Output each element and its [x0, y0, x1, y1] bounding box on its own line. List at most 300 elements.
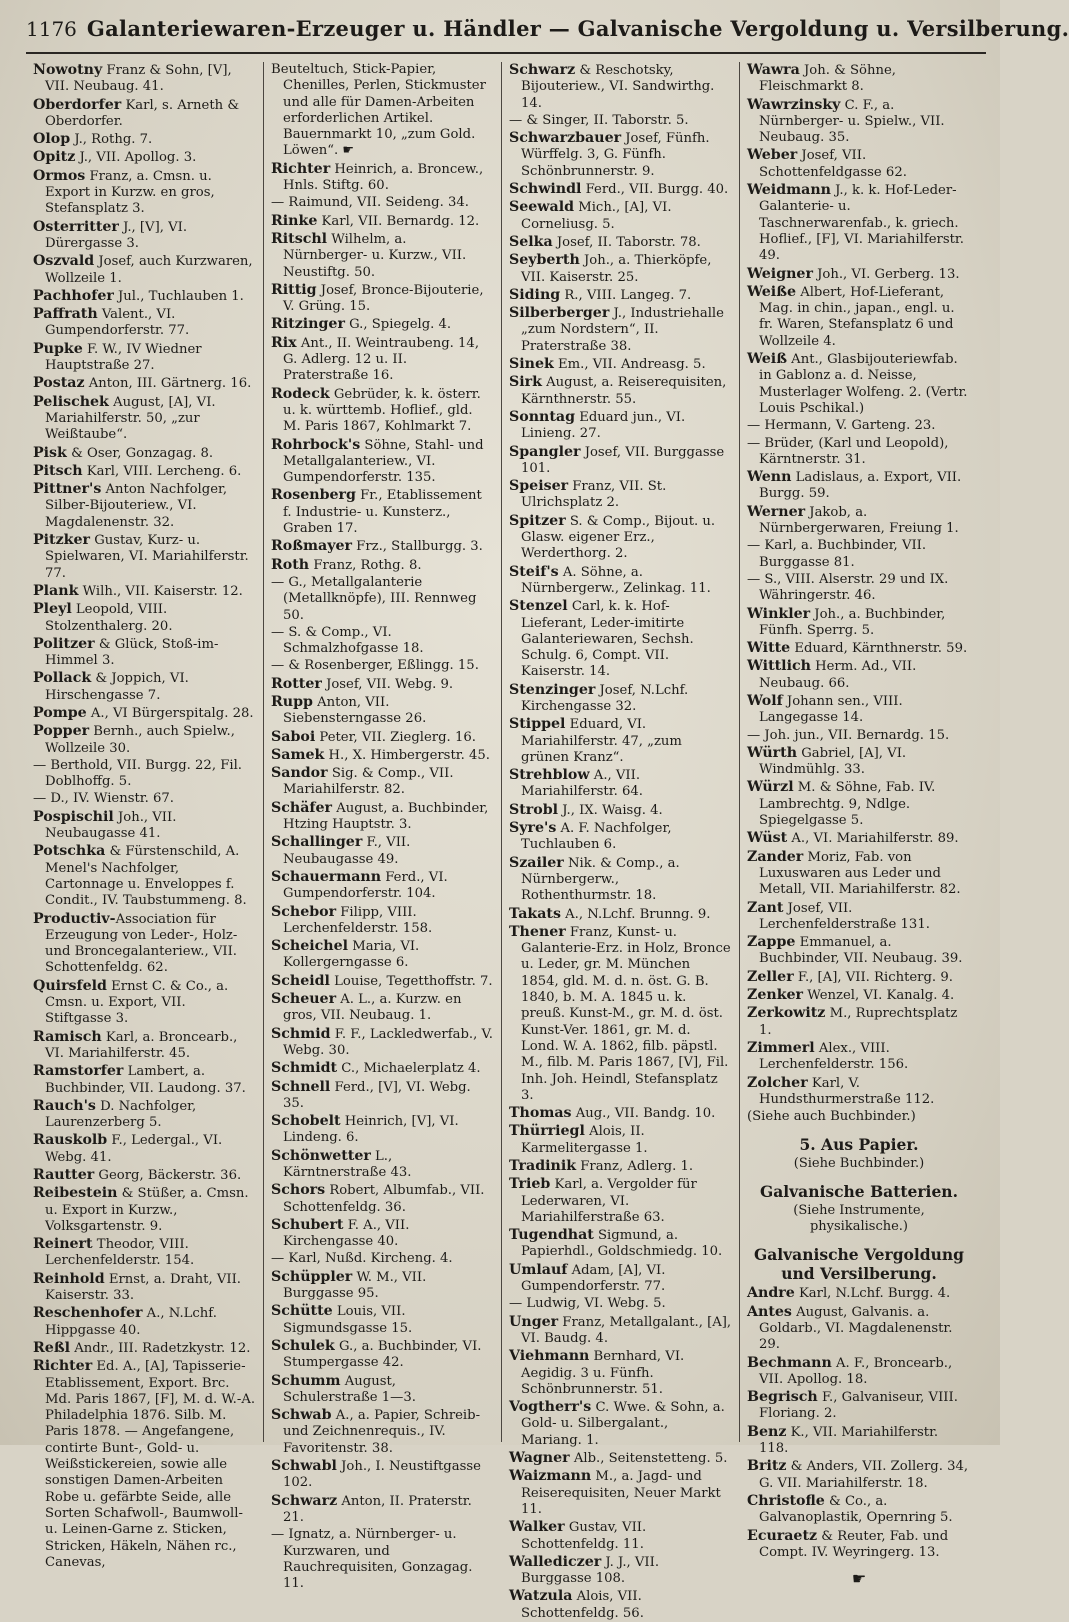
directory-entry: [747, 418, 971, 434]
entry-name: Ritzinger: [271, 316, 345, 333]
entry-details: Louise, Tegetthoffstr. 7.: [329, 973, 493, 989]
directory-entry: [271, 834, 494, 868]
directory-entry: [509, 1314, 732, 1348]
entry-details: Franz, a. Cmsn. u. Export in Kurzw. en gros, Stefansplatz 3.: [45, 168, 215, 217]
entry-details: Jul., Tuchlauben 1.: [113, 288, 244, 304]
directory-entry: [509, 478, 732, 512]
entry-details: A., a. Papier, Schreib- und Zeichnenrequis., IV. Favoritenstr. 38.: [283, 1408, 481, 1456]
entry-name: Sandor: [271, 765, 328, 782]
directory-entry: [271, 62, 494, 160]
entry-name: Pupke: [33, 340, 83, 357]
entry-details: Filipp, VIII. Lerchenfelderstr. 158.: [283, 904, 433, 936]
column-4: [740, 62, 978, 1589]
directory-entry: [271, 658, 494, 674]
entry-details: G., Spiegelg. 4.: [344, 317, 452, 333]
entry-name: Trieb: [509, 1176, 551, 1193]
directory-entry: [509, 1262, 732, 1296]
entry-details: Josef, VII. Lerchenfelderstraße 131.: [759, 900, 930, 932]
entry-details: Josef, VII. Burggasse 101.: [521, 444, 725, 476]
entry-details: A., VII. Mariahilferstr. 64.: [521, 768, 643, 800]
directory-entry: [509, 1176, 732, 1226]
entry-name: Schönwetter: [271, 1147, 371, 1164]
entry-details: W. M., VII. Burggasse 95.: [283, 1269, 427, 1302]
entry-name: Rittig: [271, 281, 317, 298]
pointing-hand-icon: ☛: [851, 1569, 867, 1589]
entry-details: J., [V], VI. Dürergasse 3.: [45, 219, 188, 251]
entry-name: Sinek: [509, 356, 554, 373]
entry-details: — Brüder, (Karl und Leopold), Kärntnerstr. 31.: [747, 435, 949, 467]
entry-name: Weidmann: [747, 182, 831, 199]
entry-details: (Siehe auch Buchbinder.): [747, 1109, 916, 1125]
entry-details: Franz & Sohn, [V], VII. Neubaug. 41.: [45, 63, 232, 95]
entry-details: Ant., Glasbijouteriewfab. in Gablonz a. d. Neisse, Musterlager Wolfeng. 2. (Vertr. Louis Pschikal.): [759, 352, 968, 416]
entry-details: Franz, VII. St. Ulrichsplatz 2.: [521, 479, 667, 511]
entry-details: Wilh., VII. Kaiserstr. 12.: [78, 583, 243, 599]
entry-name: Rupp: [271, 693, 313, 710]
entry-name: Plank: [33, 582, 79, 599]
entry-details: Sig. & Comp., VII. Mariahilferstr. 82.: [283, 766, 454, 798]
entry-details: Karl, V. Hundsthurmerstraße 112.: [759, 1075, 935, 1107]
directory-entry: [747, 640, 971, 657]
entry-name: Schulek: [271, 1337, 335, 1354]
directory-entry: [747, 504, 971, 538]
entry-details: Albert, Hof-Lieferant, Mag. in chin., japan., engl. u. fr. Waren, Stefansplatz 6 und Wollzeile 4.: [759, 284, 955, 349]
entry-name: Wallediczer: [509, 1553, 602, 1570]
entry-name: Ramstorfer: [33, 1063, 124, 1080]
entry-details: & Joppich, VI. Hirschengasse 7.: [45, 671, 189, 703]
entry-details: Ladislaus, a. Export, VII. Burgg. 59.: [759, 470, 962, 502]
directory-entry: [509, 1450, 732, 1467]
directory-entry: [747, 1075, 971, 1109]
directory-entry: [747, 97, 971, 147]
entry-details: Alois, II. Karmelitergasse 1.: [521, 1124, 648, 1156]
entry-name: Steif's: [509, 563, 559, 580]
entry-details: & Reuter, Fab. und Compt. IV. Weyringerg. 13.: [759, 1528, 949, 1560]
section-note: (Siehe Buchbinder.): [793, 1156, 925, 1172]
entry-details: L., Kärntnerstraße 43.: [283, 1148, 412, 1180]
directory-entry: [509, 1519, 732, 1553]
entry-name: Tugendhat: [509, 1227, 594, 1244]
directory-entry: [747, 900, 971, 934]
entry-name: Weiße: [747, 283, 796, 300]
entry-details: F. W., IV Wiedner Hauptstraße 27.: [45, 341, 202, 374]
entry-details: Josef, Bronce-Bijouterie, V. Grüng. 15.: [283, 282, 484, 315]
directory-entry: [33, 1063, 256, 1097]
directory-entry: [271, 538, 494, 555]
entry-details: A. F. Nachfolger, Tuchlauben 6.: [521, 821, 672, 853]
entry-name: Strobl: [509, 801, 559, 818]
entry-details: Söhne, Stahl- und Metallgalanteriew., VI. Gumpendorferstr. 135.: [283, 437, 484, 486]
entry-details: Lambert, a. Buchbinder, VII. Laudong. 37.: [45, 1064, 246, 1096]
entry-details: A. L., a. Kurzw. en gros, VII. Neubaug. 1.: [283, 992, 462, 1024]
entry-details: Joh., I. Neustiftgasse 102.: [283, 1459, 481, 1491]
entry-name: Schubert: [271, 1216, 344, 1233]
directory-entry: [33, 1029, 256, 1063]
directory-entry: [747, 1458, 971, 1492]
entry-details: Theodor, VIII. Lerchenfelderstr. 154.: [45, 1237, 195, 1269]
entry-name: Rautter: [33, 1167, 95, 1183]
directory-entry: [509, 1468, 732, 1518]
directory-entry: [33, 1358, 256, 1571]
entry-name: Zerkowitz: [747, 1005, 826, 1022]
entry-details: A., N.Lchf. Hippgasse 40.: [45, 1306, 217, 1338]
entry-name: Zander: [747, 848, 804, 865]
entry-details: J., VII. Apollog. 3.: [75, 150, 197, 166]
entry-name: Szailer: [509, 854, 564, 871]
directory-entry: [509, 1588, 732, 1622]
entry-details: Ant., II. Weintraubeng. 14, G. Adlerg. 12 u. II. Praterstraße 16.: [283, 335, 480, 384]
entry-name: Andre: [747, 1285, 795, 1302]
entry-name: Schmidt: [271, 1060, 338, 1077]
entry-details: J., k. k. Hof-Leder-Galanterie- u. Taschnerwarenfab., k. griech. Hoflief., [F], VI. Mariahilferstr. 49.: [759, 183, 964, 264]
entry-name: Popper: [33, 723, 90, 740]
entry-details: Frz., Stallburgg. 3.: [351, 539, 483, 555]
running-title: Galanteriewaren-Erzeuger u. Händler — Galvanische Vergoldung u. Versilberung.: [86, 16, 1069, 41]
entry-details: Bernh., auch Spielw., Wollzeile 30.: [45, 724, 235, 756]
entry-details: Valent., VI. Gumpendorferstr. 77.: [45, 307, 190, 339]
directory-entry: [33, 149, 256, 166]
entry-details: J. J., VII. Burggasse 108.: [521, 1554, 660, 1587]
entry-details: Eduard, VI. Mariahilferstr. 47, „zum grünen Kranz“.: [521, 717, 682, 765]
directory-entry: [33, 978, 256, 1028]
directory-entry: [33, 463, 256, 480]
directory-entry: [509, 1105, 732, 1122]
entry-name: Takats: [509, 905, 561, 922]
directory-entry: [747, 538, 971, 571]
directory-entry: [747, 62, 971, 96]
entry-name: Zenker: [747, 987, 804, 1004]
directory-entry: [509, 767, 732, 801]
directory-entry: [747, 436, 971, 469]
directory-entry: [509, 305, 732, 355]
entry-details: — D., IV. Wienstr. 67.: [33, 791, 174, 807]
entry-name: Schäfer: [271, 799, 332, 816]
entry-details: J., Industriehalle „zum Nordstern“, II. Praterstraße 38.: [521, 306, 724, 354]
entry-name: Pitsch: [33, 462, 83, 479]
directory-entry: [509, 234, 732, 251]
entry-details: Leopold, VIII. Stolzenthalerg. 20.: [45, 602, 173, 634]
entry-details: — & Rosenberger, Eßlingg. 15.: [271, 658, 479, 674]
directory-entry: [747, 1493, 971, 1527]
directory-entry: [271, 386, 494, 436]
directory-entry: [271, 991, 494, 1025]
directory-entry: [747, 849, 971, 899]
directory-entry: [509, 287, 732, 304]
directory-entry: [509, 906, 732, 923]
directory-entry: [33, 911, 256, 977]
section-title: 5. Aus Papier.: [799, 1135, 919, 1155]
entry-name: Speiser: [509, 478, 569, 495]
page-header: [26, 16, 1069, 54]
entry-name: Rix: [271, 334, 297, 351]
directory-entry: [271, 282, 494, 316]
directory-entry: [747, 606, 971, 640]
entry-name: Thürriegl: [509, 1123, 585, 1140]
directory-entry: [747, 693, 971, 727]
directory-entry: [33, 723, 256, 757]
entry-name: Pollack: [33, 670, 92, 687]
entry-name: Rinke: [271, 212, 318, 229]
entry-name: Tradinik: [509, 1158, 577, 1174]
entry-details: August, Schulerstraße 1—3.: [283, 1373, 416, 1405]
directory-entry: [747, 266, 971, 283]
directory-entry: [509, 598, 732, 680]
directory-entry: [509, 1296, 732, 1312]
directory-entry: [509, 513, 732, 563]
entry-name: Ritschl: [271, 230, 328, 247]
entry-details: Wenzel, VI. Kanalg. 4.: [803, 988, 955, 1004]
entry-details: & Reschotsky, Bijouteriew., VI. Sandwirthg. 14.: [521, 63, 715, 111]
entry-details: Karl, a. Vergolder für Lederwaren, VI. Mariahilferstraße 63.: [521, 1177, 697, 1225]
entry-details: Anton, II. Praterstr. 21.: [283, 1493, 472, 1525]
directory-entry: [509, 564, 732, 598]
directory-entry: [747, 1005, 971, 1039]
entry-details: Adam, [A], VI. Gumpendorferstr. 77.: [521, 1262, 666, 1295]
entry-name: Ramisch: [33, 1028, 102, 1045]
entry-details: M. & Söhne, Fab. IV. Lambrechtg. 9, Ndlge. Spiegelgasse 5.: [759, 780, 936, 829]
entry-details: Em., VII. Andreasg. 5.: [553, 357, 706, 373]
directory-entry: [33, 532, 256, 582]
entry-details: Gustav, VII. Schottenfeldg. 11.: [521, 1520, 647, 1552]
directory-entry: [509, 199, 732, 233]
entry-name: Winkler: [747, 605, 811, 622]
section-galvanische-batterien: [747, 1182, 971, 1235]
entry-details: Alex., VIII. Lerchenfelderstr. 156.: [759, 1040, 909, 1073]
entry-name: Spangler: [509, 443, 581, 460]
directory-entry: [271, 694, 494, 728]
entry-name: Würzl: [747, 779, 794, 796]
column-3: [502, 62, 740, 1621]
entry-details: & Anders, VII. Zollerg. 34, G. VII. Mariahilferstr. 18.: [759, 1459, 969, 1491]
entry-details: H., X. Himbergerstr. 45.: [324, 747, 490, 763]
entry-name: Strehblow: [509, 767, 590, 784]
entry-details: F., Ledergal., VI. Webg. 41.: [45, 1133, 223, 1165]
entry-name: Seyberth: [509, 252, 580, 269]
entry-name: Seewald: [509, 199, 575, 216]
entry-name: Stenzinger: [509, 681, 596, 698]
entry-details: & Glück, Stoß-im-Himmel 3.: [45, 636, 219, 669]
entry-details: M., a. Jagd- und Reiserequisiten, Neuer Markt 11.: [521, 1469, 721, 1517]
entry-details: Joh., a. Buchbinder, Fünfh. Sperrg. 5.: [759, 606, 946, 638]
entry-name: Watzula: [509, 1588, 573, 1605]
entry-details: & Fürstenschild, A. Menel's Nachfolger, Cartonnage u. Enveloppes f. Condit., IV. Taubstummeng. 8.: [45, 844, 247, 909]
directory-entry: [509, 130, 732, 180]
directory-entry: [747, 284, 971, 350]
entry-details: Josef, VII. Webg. 9.: [321, 676, 454, 692]
entry-name: Pleyl: [33, 601, 72, 618]
directory-entry: [271, 1407, 494, 1457]
entry-name: Werner: [747, 503, 806, 520]
entry-details: F., [A], VII. Richterg. 9.: [793, 969, 953, 985]
entry-name: Schwab: [271, 1407, 332, 1424]
directory-entry: [271, 487, 494, 537]
entry-name: Schwarz: [271, 1492, 338, 1509]
entry-details: Karl, VII. Bernardg. 12.: [317, 213, 480, 229]
directory-entry: [271, 557, 494, 574]
entry-name: Politzer: [33, 635, 95, 652]
entry-name: Wolf: [747, 692, 783, 709]
directory-entry: [747, 182, 971, 264]
entry-name: Witte: [747, 640, 791, 657]
entry-name: Schnell: [271, 1078, 331, 1095]
entry-name: Umlauf: [509, 1261, 568, 1278]
directory-entry: [33, 97, 256, 131]
entry-name: Scheuer: [271, 991, 337, 1008]
directory-entry: [33, 583, 256, 600]
entry-details: Karl, VIII. Lercheng. 6.: [82, 463, 242, 479]
entry-name: Stenzel: [509, 598, 568, 615]
entry-name: Britz: [747, 1458, 787, 1475]
entry-name: Schobelt: [271, 1113, 341, 1130]
entry-details: C., Michaelerplatz 4.: [337, 1061, 481, 1077]
entry-name: Schumm: [271, 1372, 341, 1389]
entry-name: Rosenberg: [271, 487, 356, 504]
entry-details: Louis, VII. Sigmundsgasse 15.: [283, 1304, 413, 1336]
entry-name: Weigner: [747, 265, 813, 282]
entry-details: Joh., a. Thierköpfe, VII. Kaiserstr. 25.: [521, 253, 712, 285]
section-galvanische-vergoldung: [747, 1245, 971, 1283]
entry-name: Scheichel: [271, 938, 348, 955]
directory-entry: [271, 869, 494, 903]
entry-details: Gustav, Kurz- u. Spielwaren, VI. Mariahilferstr. 77.: [45, 533, 249, 581]
entry-details: Carl, k. k. Hof-Lieferant, Leder-imitirte Galanteriewaren, Sechsh. Schulg. 6, Compt. VII. Kaiserstr. 14.: [521, 599, 694, 680]
directory-entry: [747, 934, 971, 968]
directory-entry: [509, 855, 732, 905]
entry-details: August, a. Reiserequisiten, Kärnthnerstr. 55.: [521, 375, 727, 407]
entry-details: — Karl, Nußd. Kircheng. 4.: [271, 1251, 453, 1267]
entry-name: Schwabl: [271, 1458, 337, 1475]
directory-entry: [747, 572, 971, 605]
entry-details: A. Söhne, a. Nürnbergerw., Zelinkag. 11.: [521, 564, 711, 596]
entry-details: A. F., Broncearb., VII. Apollog. 18.: [759, 1355, 953, 1387]
entry-name: Reibestein: [33, 1185, 118, 1202]
entry-details: F., Galvaniseur, VIII. Floriang. 2.: [759, 1390, 958, 1422]
directory-entry: [33, 843, 256, 909]
entry-name: Sonntag: [509, 408, 576, 425]
directory-entry: [509, 1123, 732, 1157]
entry-name: Schors: [271, 1182, 326, 1199]
entry-details: — Hermann, V. Garteng. 23.: [747, 418, 936, 434]
entry-name: Walker: [509, 1519, 565, 1536]
entry-details: Ferd., VI. Gumpendorferstr. 104.: [283, 869, 448, 902]
directory-entry: [271, 1079, 494, 1113]
directory-entry: [33, 1271, 256, 1305]
directory-entry: [271, 729, 494, 746]
entry-name: Christofle: [747, 1492, 825, 1509]
entry-details: Ed. A., [A], Tapisserie-Etablissement, Export. Brc. Md. Paris 1867, [F], M. d. W.-A. Philadelphia 1876. Silb. M. Paris 1878. — Angefangene, contirte Bunt-, Gold- u. Weißstickereien, sowie alle sonstigen Damen-Arbeiten Robe u. gefärbte Seide, alle Sorten Schafwoll-, Baumwoll- u. Leinen-Garne z. Sticken, Stricken, Häkeln, Nähen rc., Canevas,: [45, 1359, 256, 1570]
entry-name: Silberberger: [509, 305, 610, 322]
directory-entry: [747, 830, 971, 847]
directory-entry: [271, 973, 494, 990]
entry-name: Paffrath: [33, 306, 98, 323]
entry-details: Association für Erzeugung von Leder-, Holz- und Broncegalanteriew., VII. Schottenfeldg. 62.: [45, 911, 238, 976]
directory-entry: [271, 231, 494, 281]
entry-details: Gabriel, [A], VI. Windmühlg. 33.: [759, 745, 907, 778]
entry-name: Productiv-: [33, 910, 116, 927]
entry-name: Quirsfeld: [33, 977, 107, 994]
directory-entry: [747, 1109, 971, 1125]
entry-name: Rohrbock's: [271, 436, 361, 453]
directory-entry: [509, 682, 732, 716]
entry-details: A., VI. Mariahilferstr. 89.: [787, 831, 959, 847]
directory-entry: [509, 1554, 732, 1588]
directory-entry: [33, 1132, 256, 1166]
entry-name: Oberdorfer: [33, 96, 122, 113]
entry-details: Eduard, Kärnthnerstr. 59.: [790, 641, 968, 657]
entry-name: Scheidl: [271, 972, 330, 989]
entry-name: Rauskolb: [33, 1132, 108, 1149]
entry-details: Ferd., [V], VI. Webg. 35.: [283, 1079, 471, 1111]
entry-name: Saboi: [271, 728, 316, 745]
entry-name: Spitzer: [509, 512, 566, 529]
directory-entry: [271, 1251, 494, 1267]
directory-entry: [747, 1389, 971, 1423]
entry-details: Franz, Adlerg. 1.: [576, 1159, 694, 1174]
directory-entry: [271, 1527, 494, 1592]
directory-entry: [33, 375, 256, 392]
entry-name: Samek: [271, 746, 325, 763]
entry-name: Postaz: [33, 375, 85, 392]
entry-name: Schüppler: [271, 1268, 353, 1285]
entry-details: Franz, Metallgalant., [A], VI. Baudg. 4.: [521, 1314, 732, 1346]
entry-name: Wawrzinsky: [747, 96, 841, 113]
entry-name: Zimmerl: [747, 1039, 815, 1056]
directory-entry: [33, 62, 256, 96]
entry-details: C. F., a. Nürnberger- u. Spielw., VII. Neubaug. 35.: [759, 97, 945, 146]
entry-name: Schmid: [271, 1025, 331, 1042]
entry-name: Ormos: [33, 167, 86, 184]
entry-details: R., VIII. Langeg. 7.: [560, 287, 692, 303]
directory-entry: [747, 745, 971, 779]
entry-details: C. Wwe. & Sohn, a. Gold- u. Silbergalant., Mariang. 1.: [521, 1400, 725, 1448]
entry-details: Moriz, Fab. von Luxuswaren aus Leder und Metall, VII. Mariahilferstr. 82.: [759, 849, 961, 898]
directory-entry: [271, 1217, 494, 1251]
entry-details: Josef, II. Taborstr. 78.: [552, 234, 701, 250]
directory-entry: [271, 1060, 494, 1077]
entry-name: Wenn: [747, 469, 792, 486]
directory-entry: [509, 181, 732, 198]
directory-entry: [271, 1458, 494, 1492]
directory-entry: [33, 705, 256, 722]
entry-details: Eduard jun., VI. Linieng. 27.: [521, 409, 686, 442]
entry-name: Unger: [509, 1313, 559, 1330]
directory-entry: [271, 195, 494, 211]
entry-details: — G., Metallgalanterie (Metallknöpfe), III. Rennweg 50.: [271, 574, 477, 623]
entry-details: Anton Nachfolger, Silber-Bijouteriew., VI. Magdalenenstr. 32.: [45, 482, 228, 530]
directory-entry: [33, 636, 256, 670]
entry-name: Wittlich: [747, 658, 811, 675]
entry-name: Viehmann: [509, 1348, 590, 1365]
entry-name: Siding: [509, 286, 561, 303]
entry-name: Olop: [33, 131, 71, 148]
directory-entry: [747, 987, 971, 1004]
directory-entry: [33, 1340, 256, 1357]
directory-entry: [509, 62, 732, 112]
directory-entry: [509, 1399, 732, 1449]
directory-entry: [271, 1303, 494, 1337]
entry-details: Andr., III. Radetzkystr. 12.: [70, 1340, 251, 1356]
directory-entry: [271, 1026, 494, 1060]
directory-entry: [271, 335, 494, 385]
directory-entry: [271, 316, 494, 333]
page-number: 1176: [26, 17, 77, 41]
entry-details: Anton, III. Gärtnerg. 16.: [84, 376, 252, 392]
entry-details: — S. & Comp., VI. Schmalzhofgasse 18.: [271, 624, 424, 657]
entry-name: Weber: [747, 147, 798, 164]
entry-details: S. & Comp., Bijout. u. Glasw. eigener Erz., Werderthorg. 2.: [521, 513, 716, 562]
entry-name: Wagner: [509, 1450, 570, 1467]
entry-name: Pitzker: [33, 532, 90, 549]
